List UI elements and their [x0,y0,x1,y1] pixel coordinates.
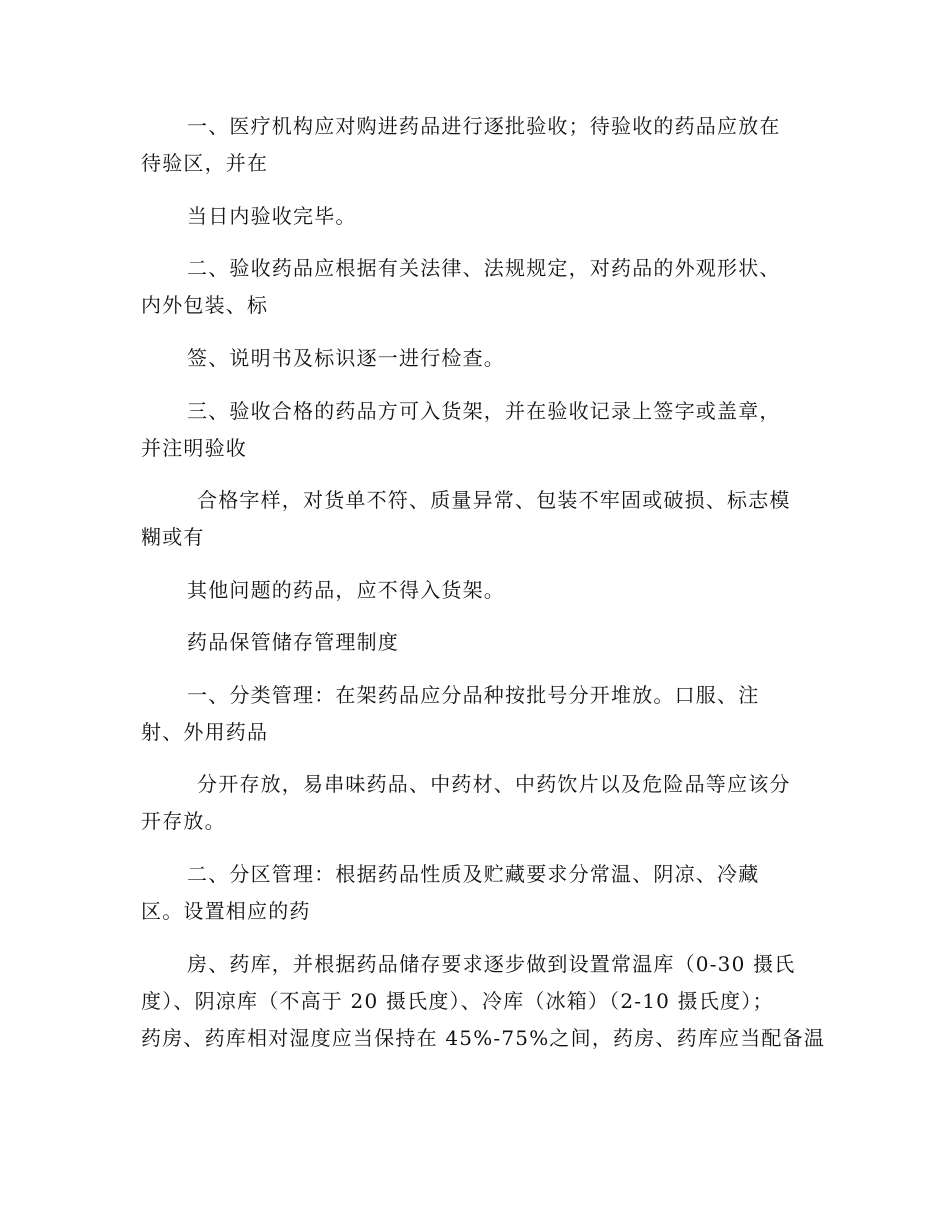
paragraph-line: 待验区，并在 [141,151,269,175]
paragraph-line: 二、分区管理：根据药品性质及贮藏要求分常温、阴凉、冷藏 [187,862,760,886]
paragraph-line: 区。设置相应的药 [141,899,311,923]
paragraph-line: 药房、药库相对湿度应当保持在 45%-75%之间，药房、药库应当配备温 [141,1026,826,1050]
paragraph-line: 当日内验收完毕。 [187,204,357,228]
paragraph-line: 合格字样，对货单不符、质量异常、包装不牢固或破损、标志模 [197,488,791,512]
paragraph-line: 其他问题的药品，应不得入货架。 [187,578,505,602]
paragraph-line: 糊或有 [141,525,205,549]
paragraph-line: 一、医疗机构应对购进药品进行逐批验收；待验收的药品应放在 [187,114,781,138]
paragraph-line: 签、说明书及标识逐一进行检查。 [187,346,505,370]
paragraph-line: 开存放。 [141,809,226,833]
paragraph-line: 内外包装、标 [141,293,269,317]
paragraph-line: 度）、阴凉库（不高于 20 摄氏度）、冷库（冰箱）（2-10 摄氏度）； [141,989,774,1013]
paragraph-line: 一、分类管理：在架药品应分品种按批号分开堆放。口服、注 [187,683,760,707]
paragraph-line: 射、外用药品 [141,720,269,744]
section-heading: 药品保管储存管理制度 [187,630,399,654]
paragraph-line: 房、药库，并根据药品储存要求逐步做到设置常温库（0-30 摄氏 [187,952,796,976]
paragraph-line: 并注明验收 [141,436,247,460]
paragraph-line: 二、验收药品应根据有关法律、法规规定，对药品的外观形状、 [187,256,781,280]
paragraph-line: 分开存放，易串味药品、中药材、中药饮片以及危险品等应该分 [197,772,791,796]
paragraph-line: 三、验收合格的药品方可入货架，并在验收记录上签字或盖章， [187,399,781,423]
